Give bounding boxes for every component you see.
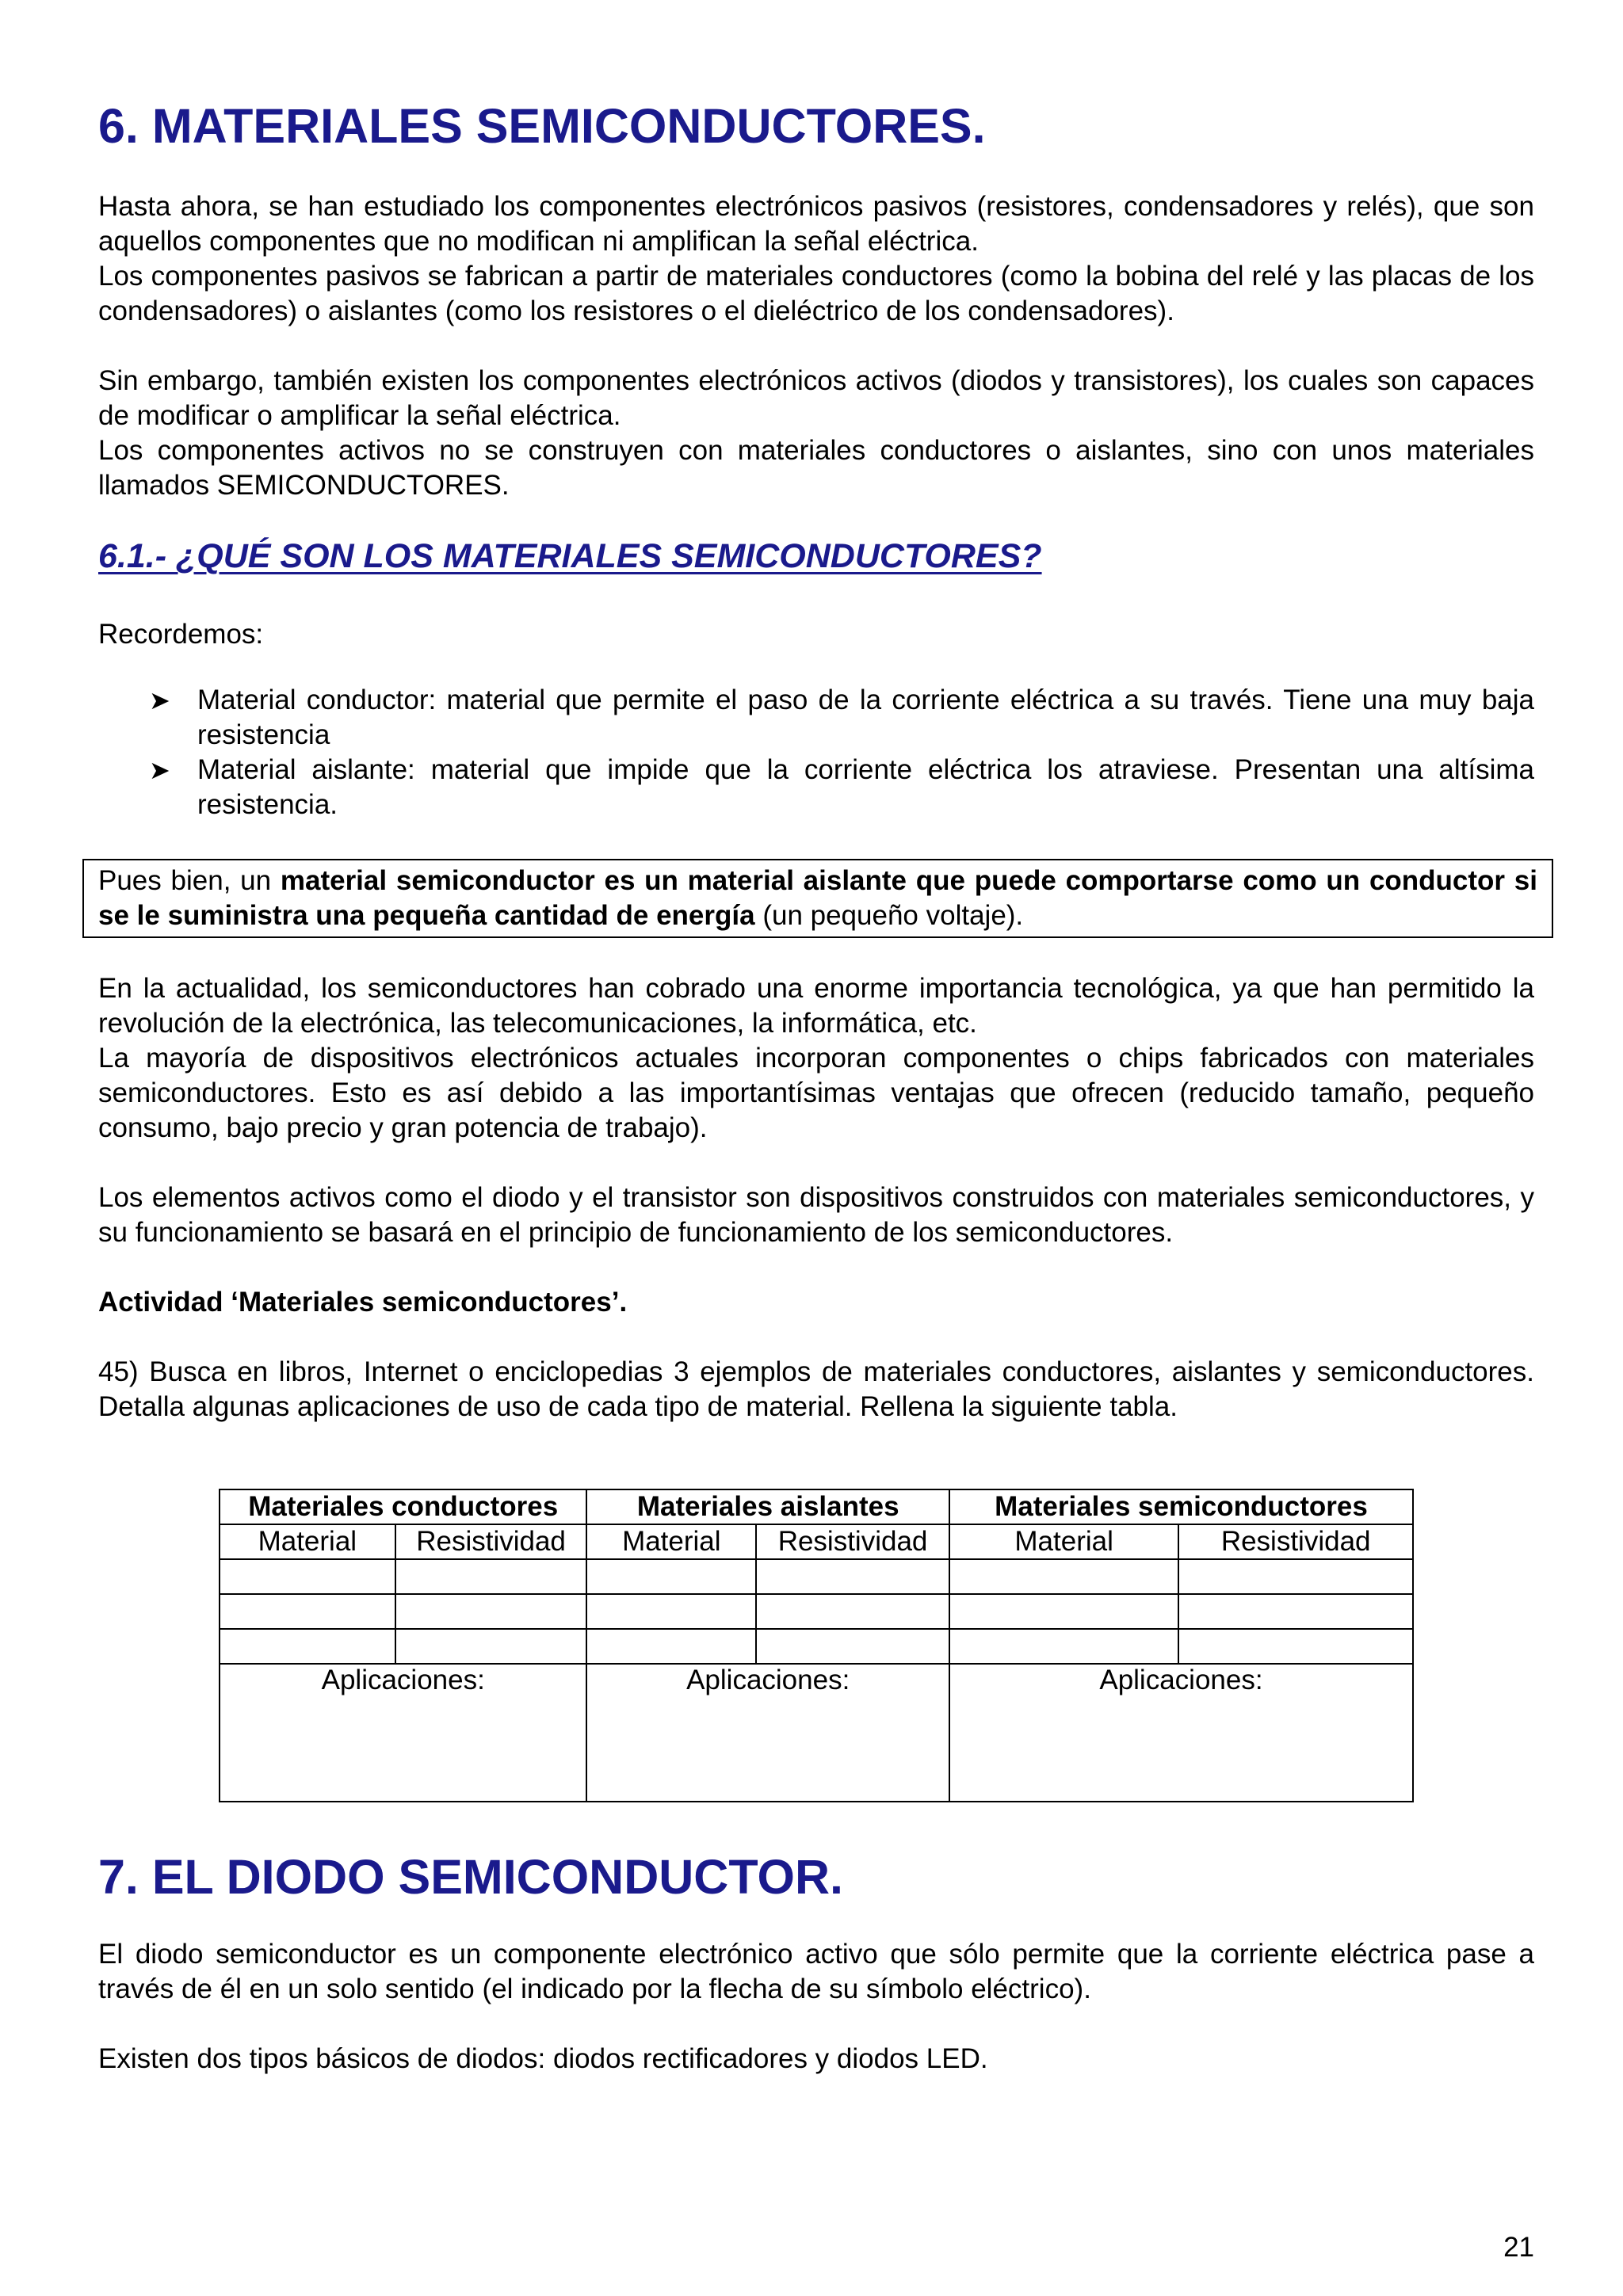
definitions-list <box>98 683 1534 822</box>
empty-cell <box>1178 1594 1413 1629</box>
empty-cell <box>395 1594 587 1629</box>
section-6-title: 6. MATERIALES SEMICONDUCTORES. <box>98 99 986 153</box>
empty-cell <box>220 1594 395 1629</box>
empty-cell <box>586 1629 756 1664</box>
col-resistividad: Resistividad <box>756 1524 949 1559</box>
materials-table <box>219 1489 1414 1802</box>
list-item: ➤ Material aislante: material que impide que la corriente eléctrica los atraviese. Presentan una altísima resistencia. <box>149 754 1534 820</box>
col-resistividad: Resistividad <box>395 1524 587 1559</box>
paragraph: Sin embargo, también existen los componentes electrónicos activos (diodos y transistores), los cuales son capaces de modificar o amplificar la señal eléctrica. <box>98 365 1534 431</box>
activity-text: 45) Busca en libros, Internet o enciclopedias 3 ejemplos de materiales conductores, aislantes y semiconductores. Detalla algunas aplicaciones de uso de cada tipo de material. Rellena la siguiente tabla. <box>98 1356 1534 1422</box>
empty-cell <box>756 1559 949 1594</box>
section-7-body <box>98 1937 1534 2077</box>
definition-text: Pues bien, un material semiconductor es un material aislante que puede comportarse como un conductor si se le suministra una pequeña cantidad de energía (un pequeño voltaje). <box>98 865 1537 931</box>
paragraph: Existen dos tipos básicos de diodos: diodos rectificadores y diodos LED. <box>98 2043 988 2074</box>
empty-cell <box>756 1594 949 1629</box>
empty-cell <box>1178 1629 1413 1664</box>
applications-cell: Aplicaciones: <box>586 1664 949 1802</box>
col-resistividad: Resistividad <box>1178 1524 1413 1559</box>
table-row <box>220 1594 1413 1629</box>
paragraph: Hasta ahora, se han estudiado los componentes electrónicos pasivos (resistores, condensadores y relés), que son aquellos componentes que no modifican ni amplifican la señal eléctrica. <box>98 191 1534 257</box>
empty-cell <box>949 1559 1178 1594</box>
recordemos-block <box>98 617 1534 652</box>
arrow-bullet-icon: ➤ <box>149 686 170 715</box>
activity-title: Actividad ‘Materiales semiconductores’. <box>98 1287 628 1318</box>
section-7-title: 7. EL DIODO SEMICONDUCTOR. <box>98 1850 843 1904</box>
empty-cell <box>949 1594 1178 1629</box>
table-applications-row <box>220 1664 1413 1802</box>
empty-cell <box>756 1629 949 1664</box>
empty-cell <box>1178 1559 1413 1594</box>
paragraph: La mayoría de dispositivos electrónicos actuales incorporan componentes o chips fabricados con materiales semiconductores. Esto es así debido a las importantísimas ventajas que ofrecen (reducido tamaño, pequeño consumo, bajo precio y gran potencia de trabajo). <box>98 1043 1534 1143</box>
paragraph: El diodo semiconductor es un componente electrónico activo que sólo permite que la corriente eléctrica pase a través de él en un solo sentido (el indicado por la flecha de su símbolo eléctrico). <box>98 1939 1534 2004</box>
applications-cell: Aplicaciones: <box>949 1664 1413 1802</box>
empty-cell <box>220 1629 395 1664</box>
paragraph: En la actualidad, los semiconductores han cobrado una enorme importancia tecnológica, ya que han permitido la revolución de la electrónica, las telecomunicaciones, la informática, etc. <box>98 973 1534 1039</box>
table-header-row <box>220 1489 1413 1524</box>
col-material: Material <box>220 1524 395 1559</box>
arrow-bullet-icon: ➤ <box>149 756 170 784</box>
empty-cell <box>395 1559 587 1594</box>
header-aislantes: Materiales aislantes <box>586 1489 949 1524</box>
empty-cell <box>586 1594 756 1629</box>
header-conductores: Materiales conductores <box>220 1489 586 1524</box>
header-semiconductores: Materiales semiconductores <box>949 1489 1413 1524</box>
section-6-1-heading <box>98 537 1534 576</box>
empty-cell <box>586 1559 756 1594</box>
section-6-1-title: 6.1.- ¿QUÉ SON LOS MATERIALES SEMICONDUCTORES? <box>98 537 1042 575</box>
paragraph: Los componentes activos no se construyen con materiales conductores o aislantes, sino con unos materiales llamados SEMICONDUCTORES. <box>98 435 1534 501</box>
list-item: ➤ Material conductor: material que permite el paso de la corriente eléctrica a su través. Tiene una muy baja resistencia <box>149 685 1534 750</box>
table-row <box>220 1629 1413 1664</box>
definition-box <box>82 859 1553 938</box>
paragraph: Los elementos activos como el diodo y el transistor son dispositivos construidos con materiales semiconductores, y su funcionamiento se basará en el principio de funcionamiento de los semiconductores. <box>98 1182 1534 1248</box>
empty-cell <box>220 1559 395 1594</box>
col-material: Material <box>949 1524 1178 1559</box>
empty-cell <box>395 1629 587 1664</box>
col-material: Material <box>586 1524 756 1559</box>
section-7 <box>98 1851 1534 1904</box>
table-row <box>220 1559 1413 1594</box>
recordemos-label: Recordemos: <box>98 619 264 650</box>
section-6 <box>98 100 1534 153</box>
applications-cell: Aplicaciones: <box>220 1664 586 1802</box>
empty-cell <box>949 1629 1178 1664</box>
section-6-1-body <box>98 971 1534 1425</box>
table-subheader-row <box>220 1524 1413 1559</box>
paragraph: Los componentes pasivos se fabrican a partir de materiales conductores (como la bobina del relé y las placas de los condensadores) o aislantes (como los resistores o el dieléctrico de los condensadores). <box>98 261 1534 326</box>
page-number: 21 <box>1503 2232 1534 2263</box>
section-6-body <box>98 189 1534 503</box>
